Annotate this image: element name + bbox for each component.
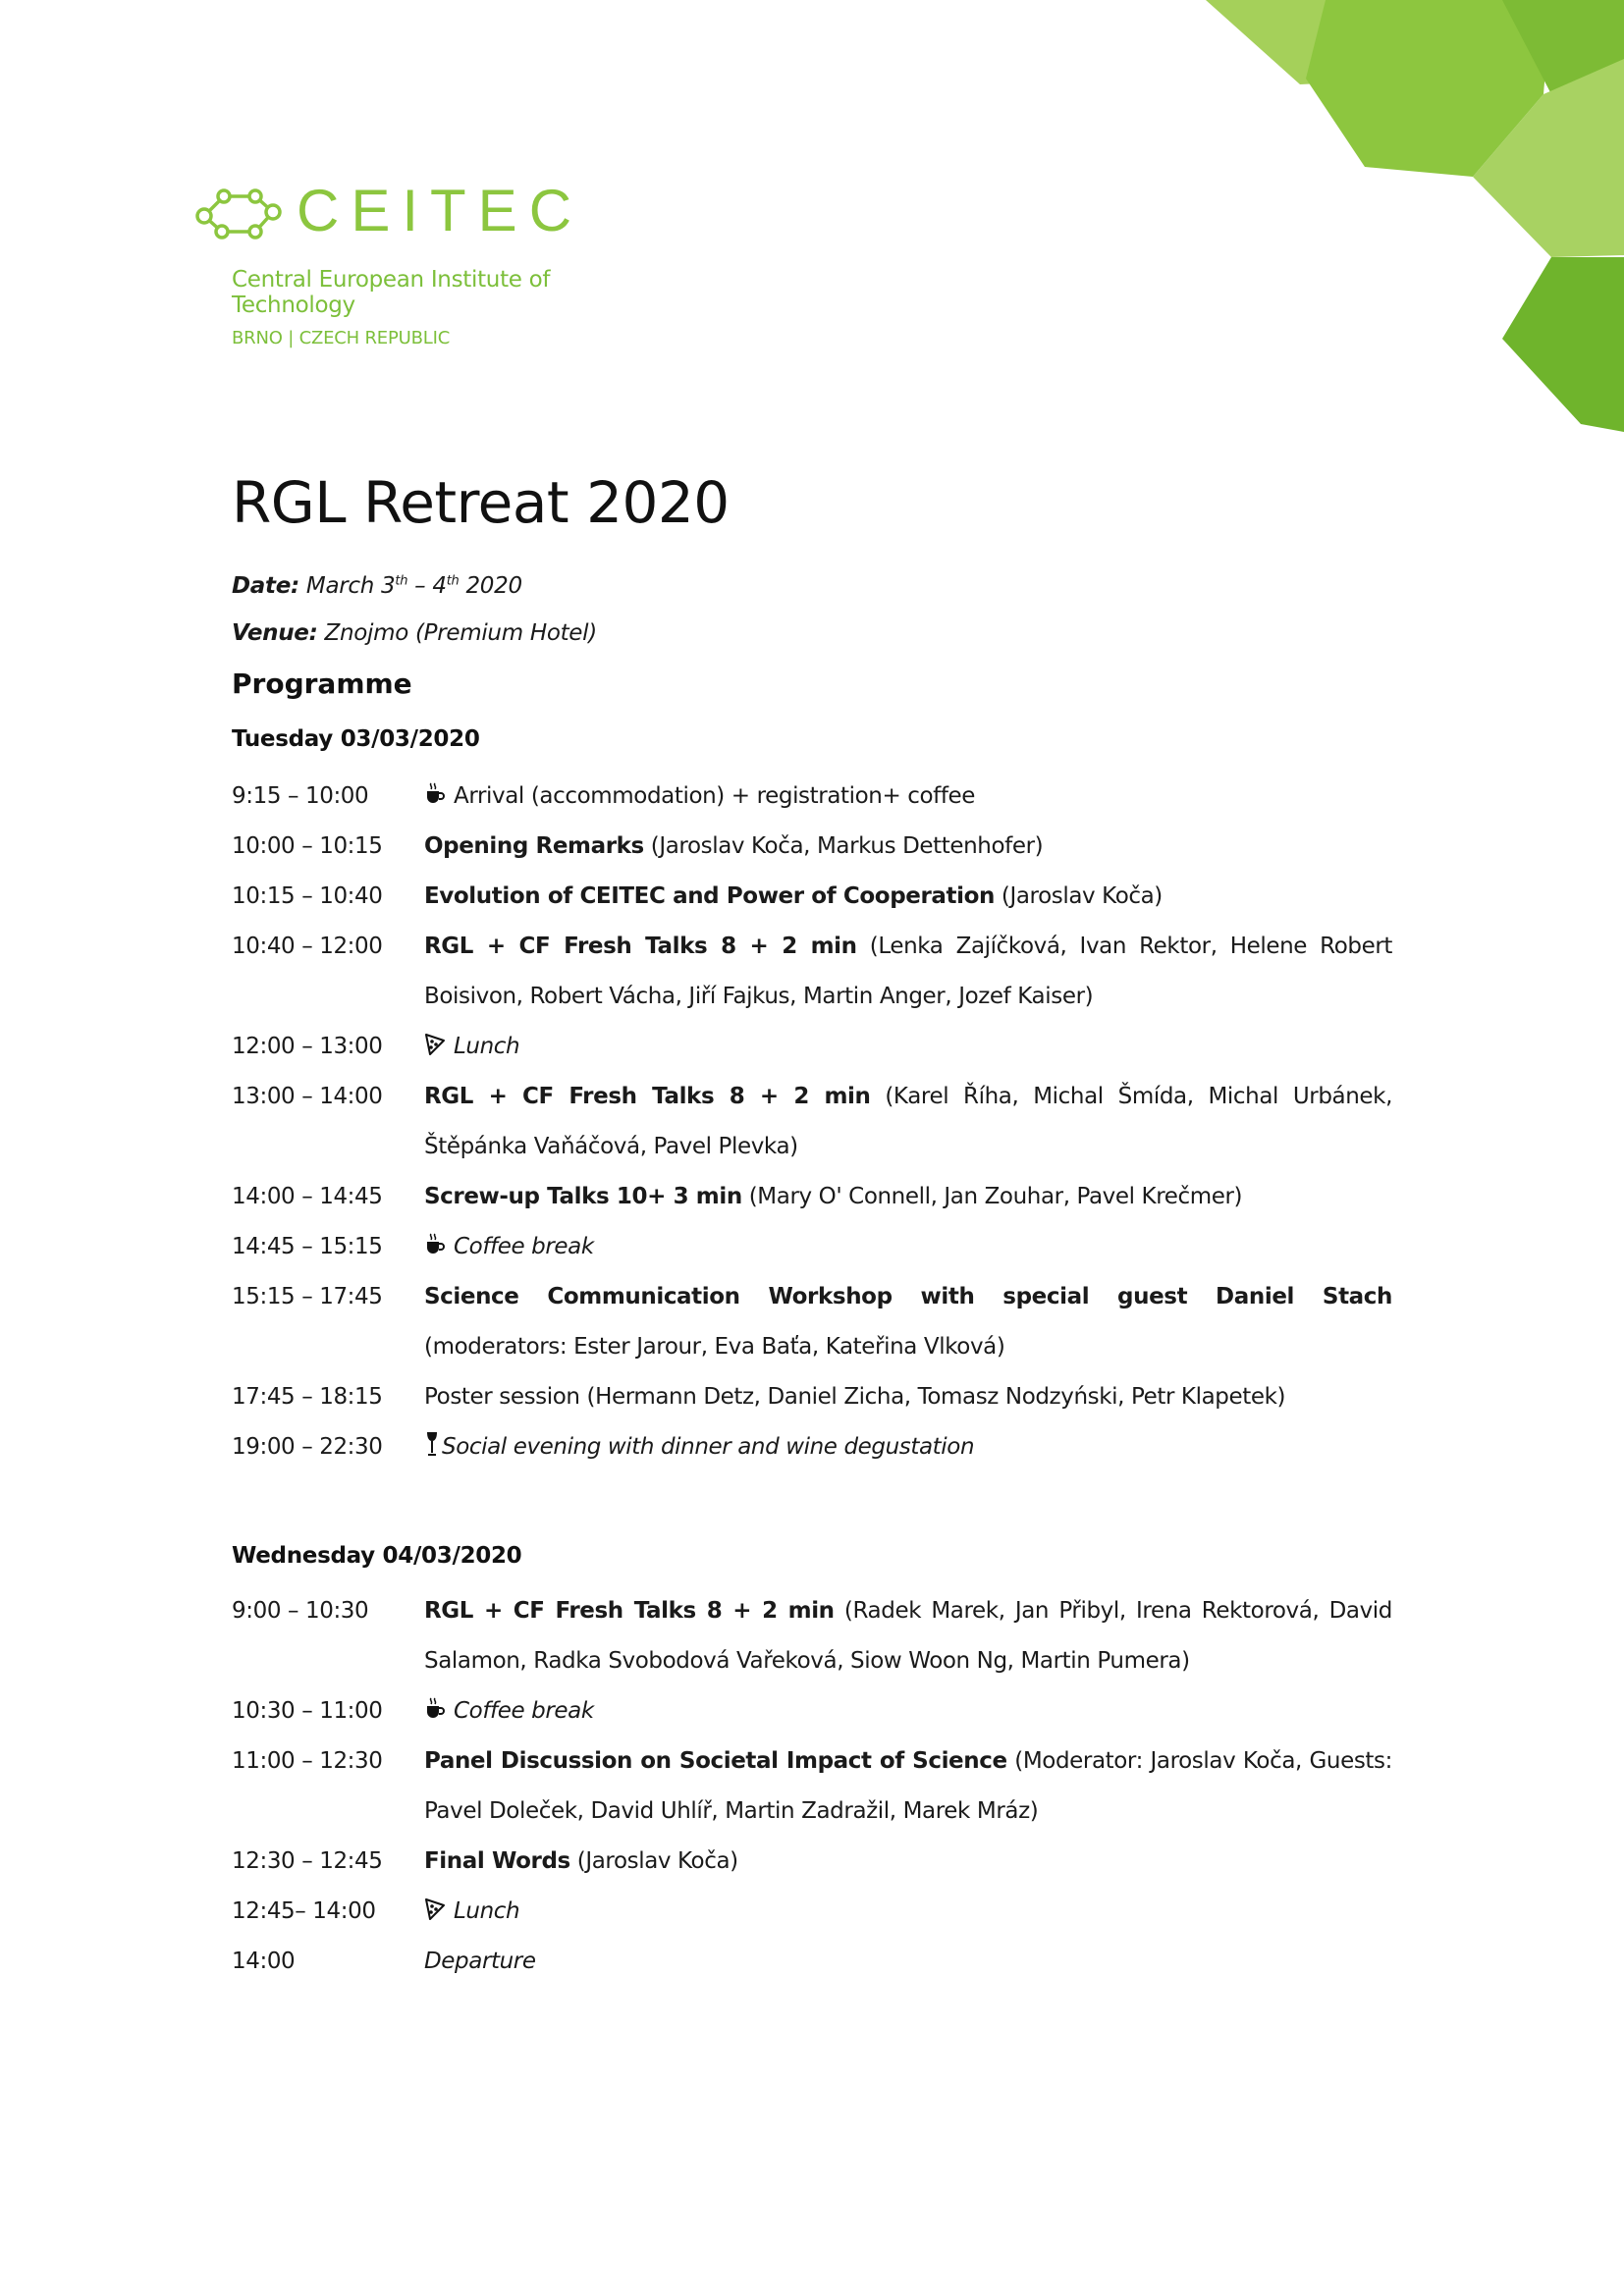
schedule-row [232,1222,1392,1272]
time-slot: 15:15 – 17:45 [232,1284,383,1309]
session-title: Science Communication Workshop with special guest Daniel Stach [424,1284,1392,1309]
page-title: RGL Retreat 2020 [232,469,730,536]
time-slot: 12:45– 14:00 [232,1898,376,1924]
time-slot: 14:00 [232,1949,296,1974]
time-slot: 10:00 – 10:15 [232,833,383,859]
time-slot: 12:30 – 12:45 [232,1848,383,1874]
session-entry [424,1222,1392,1272]
session-text: (Jaroslav Koča) [994,883,1163,909]
venue-value: Znojmo (Premium Hotel) [324,620,597,646]
time-slot: 14:00 – 14:45 [232,1184,383,1209]
schedule-row [232,922,1392,1022]
session-text: Coffee break [454,1698,594,1724]
session-text: (Lenka Zajíčková, Ivan Rektor, Helene Robert Boisivon, Robert Vácha, Jiří Fajkus, Martin Anger, Jozef Kaiser) [424,934,1392,1009]
day-heading: Tuesday 03/03/2020 [232,726,480,752]
time-slot: 12:00 – 13:00 [232,1034,383,1059]
pizza-icon [424,1033,446,1056]
session-text: (Mary O' Connell, Jan Zouhar, Pavel Krečmer) [741,1184,1243,1209]
session-entry [424,1937,1392,1987]
session-text: Arrival (accommodation) + registration+ coffee [454,783,976,809]
schedule-row [232,1686,1392,1736]
time-slot: 10:30 – 11:00 [232,1698,383,1724]
logo-location: BRNO | CZECH REPUBLIC [232,328,451,348]
session-text: (moderators: Ester Jarour, Eva Baťa, Kateřina Vlková) [424,1334,1005,1360]
schedule-day-1 [232,772,1392,1472]
session-entry [424,1686,1392,1736]
schedule-row [232,1422,1392,1472]
session-title: RGL + CF Fresh Talks 8 + 2 min [424,934,857,959]
session-title: RGL + CF Fresh Talks 8 + 2 min [424,1084,871,1109]
date-start-suffix: th [395,573,408,589]
session-entry [424,1072,1392,1172]
session-entry [424,1022,1392,1072]
session-text: Departure [424,1949,536,1974]
session-title: Evolution of CEITEC and Power of Cooperation [424,883,995,909]
wine-glass-icon [424,1431,440,1457]
molecule-icon [192,179,285,243]
schedule-row [232,772,1392,822]
logo-wordmark: CEITEC [297,178,584,243]
session-entry [424,1736,1392,1837]
pizza-icon [424,1897,446,1921]
schedule-row [232,1837,1392,1887]
coffee-icon [424,1697,446,1721]
session-text: Coffee break [454,1234,594,1259]
session-entry [424,1172,1392,1222]
session-entry [424,1422,1392,1472]
venue-line [232,620,597,646]
ceitec-logo [192,177,664,348]
date-end: – 4 [407,573,447,599]
session-text: Lunch [454,1034,520,1059]
schedule-row [232,872,1392,922]
date-start: March 3 [305,573,396,599]
session-title: Opening Remarks [424,833,644,859]
schedule-row [232,1022,1392,1072]
time-slot: 19:00 – 22:30 [232,1434,383,1460]
session-entry [424,1372,1392,1422]
schedule-row [232,1736,1392,1837]
time-slot: 9:00 – 10:30 [232,1598,369,1624]
session-text: Poster session (Hermann Detz, Daniel Zicha, Tomasz Nodzyński, Petr Klapetek) [424,1384,1286,1410]
session-title: Screw-up Talks 10+ 3 min [424,1184,742,1209]
session-text: (Moderator: Jaroslav Koča, Guests: Pavel Doleček, David Uhlíř, Martin Zadražil, Marek Mráz) [424,1748,1392,1824]
session-text: (Karel Říha, Michal Šmída, Michal Urbánek, Štěpánka Vaňáčová, Pavel Plevka) [424,1084,1393,1159]
session-title: Panel Discussion on Societal Impact of Science [424,1748,1007,1774]
session-entry [424,922,1392,1022]
time-slot: 10:15 – 10:40 [232,883,383,909]
schedule-row [232,1272,1392,1372]
schedule-row [232,822,1392,872]
schedule-row [232,1072,1392,1172]
coffee-icon [424,1233,446,1256]
time-slot: 17:45 – 18:15 [232,1384,383,1410]
time-slot: 14:45 – 15:15 [232,1234,383,1259]
session-text: (Radek Marek, Jan Přibyl, Irena Rektorová, David Salamon, Radka Svobodová Vařeková, Siow Woon Ng, Martin Pumera) [424,1598,1392,1674]
session-text: Social evening with dinner and wine degustation [442,1434,975,1460]
session-title: Final Words [424,1848,570,1874]
schedule-row [232,1887,1392,1937]
session-entry [424,772,1392,822]
time-slot: 10:40 – 12:00 [232,934,383,959]
coffee-icon [424,782,446,806]
session-entry [424,1272,1392,1372]
session-text: Lunch [454,1898,520,1924]
schedule-row [232,1172,1392,1222]
session-entry [424,1586,1392,1686]
session-entry [424,872,1392,922]
session-entry [424,822,1392,872]
session-title: RGL + CF Fresh Talks 8 + 2 min [424,1598,835,1624]
session-entry [424,1837,1392,1887]
schedule-row [232,1372,1392,1422]
schedule-day-2 [232,1586,1392,1987]
session-text: (Jaroslav Koča, Markus Dettenhofer) [643,833,1044,859]
venue-label: Venue: [232,620,318,646]
date-end-suffix: th [446,573,460,589]
date-label: Date: [232,573,299,599]
time-slot: 13:00 – 14:00 [232,1084,383,1109]
decorative-hexagons [1178,0,1624,432]
programme-heading: Programme [232,667,412,700]
logo-subtitle: Central European Institute of Technology [232,267,551,318]
session-text: (Jaroslav Koča) [569,1848,738,1874]
date-year: 2020 [459,573,522,599]
time-slot: 9:15 – 10:00 [232,783,369,809]
session-entry [424,1887,1392,1937]
schedule-row [232,1937,1392,1987]
day-heading: Wednesday 04/03/2020 [232,1543,522,1569]
time-slot: 11:00 – 12:30 [232,1748,383,1774]
date-line [232,573,522,599]
hexagon-shape [1502,257,1624,432]
schedule-row [232,1586,1392,1686]
